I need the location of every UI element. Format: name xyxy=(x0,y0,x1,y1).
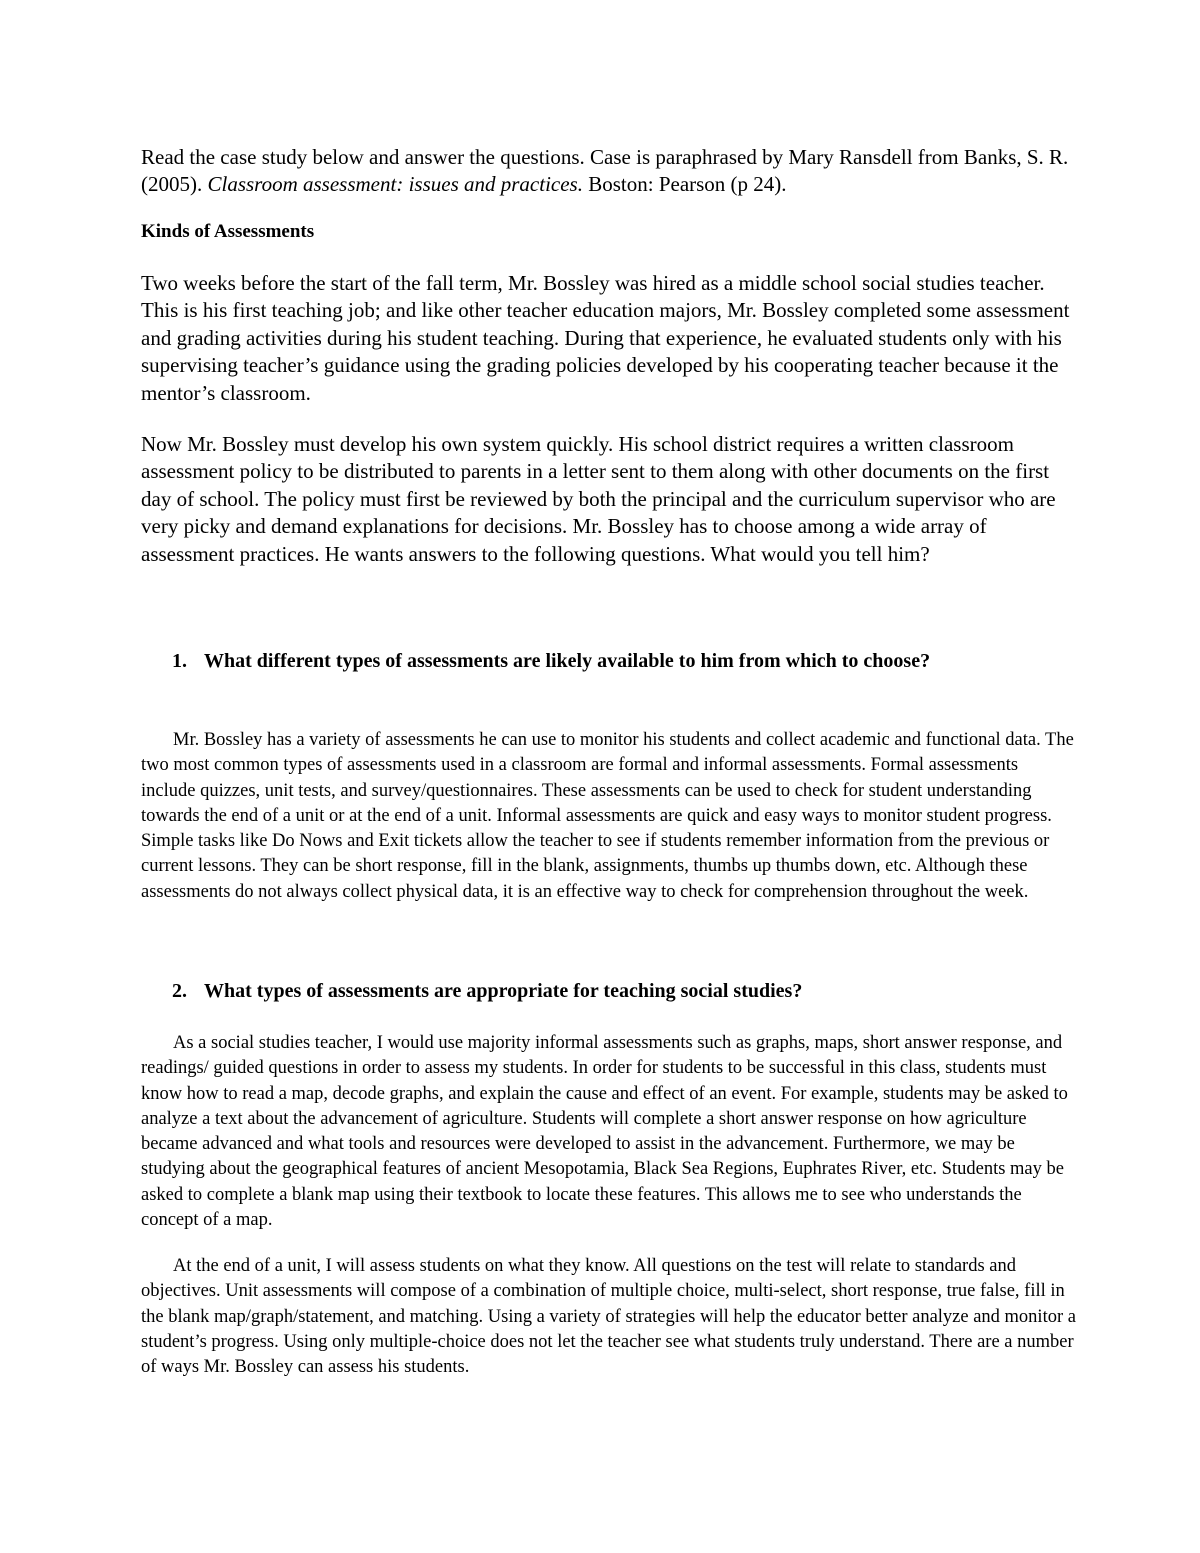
intro-paragraph xyxy=(141,144,1081,198)
book-title: Classroom assessment: issues and practices. xyxy=(207,172,583,196)
answer-2-paragraph-2: At the end of a unit, I will assess students on what they know. All questions on the test will relate to standards and objectives. Unit assessments will compose of a combination of multiple choice, multi-select, short response, true false, fill in the blank map/graph/statement, and matching. Using a variety of strategies will help the educator better analyze and monitor a student’s progress. Using only multiple-choice does not let the teacher see what students truly understand. There are a number of ways Mr. Bossley can assess his students. xyxy=(141,1256,1076,1378)
question-1 xyxy=(172,648,1022,675)
question-text: What types of assessments are appropriate for teaching social studies? xyxy=(204,980,803,1002)
section-heading: Kinds of Assessments xyxy=(141,221,315,242)
question-number: 2. xyxy=(172,980,187,1002)
question-number: 1. xyxy=(172,650,187,672)
case-paragraph-1: Two weeks before the start of the fall term, Mr. Bossley was hired as a middle school social studies teacher. This is his first teaching job; and like other teacher education majors, Mr. Bossley completed some assessment and grading activities during his student teaching. During that experience, he evaluated students only with his supervising teacher’s guidance using the grading policies developed by his cooperating teacher because it the mentor’s classroom. xyxy=(141,271,1070,405)
intro-text: Read the case study below and answer the questions. Case is paraphrased by Mary Ransdell from Banks, S. R. (2005). xyxy=(141,145,1069,196)
answer-2-paragraph-1: As a social studies teacher, I would use majority informal assessments such as graphs, maps, short answer response, and readings/ guided questions in order to assess my students. In order for students to be successful in this class, students must know how to read a map, decode graphs, and explain the cause and effect of an event. For example, students may be asked to analyze a text about the advancement of agriculture. Students will complete a short answer response on how agriculture became advanced and what tools and resources were developed to assist in the advancement. Furthermore, we may be studying about the geographical features of ancient Mesopotamia, Black Sea Regions, Euphrates River, etc. Students may be asked to complete a blank map using their textbook to locate these features. This allows me to see who understands the concept of a map. xyxy=(141,1033,1068,1231)
case-paragraph-2: Now Mr. Bossley must develop his own system quickly. His school district requires a written classroom assessment policy to be distributed to parents in a letter sent to them along with other documents on the first day of school. The policy must first be reviewed by both the principal and the curriculum supervisor who are very picky and demand explanations for decisions. Mr. Bossley has to choose among a wide array of assessment practices. He wants answers to the following questions. What would you tell him? xyxy=(141,432,1056,566)
question-text: What different types of assessments are likely available to him from which to choose? xyxy=(204,650,931,672)
answer-1-paragraph: Mr. Bossley has a variety of assessments he can use to monitor his students and collect academic and functional data. The two most common types of assessments used in a classroom are formal and informal assessments. Formal assessments include quizzes, unit tests, and survey/questionnaires. These assessments can be used to check for student understanding towards the end of a unit or at the end of a unit. Informal assessments are quick and easy ways to monitor student progress. Simple tasks like Do Nows and Exit tickets allow the teacher to see if students remember information from the previous or current lessons. They can be short response, fill in the blank, assignments, thumbs up thumbs down, etc. Although these assessments do not always collect physical data, it is an effective way to check for comprehension throughout the week. xyxy=(141,730,1074,902)
intro-citation: Boston: Pearson (p 24). xyxy=(582,172,787,196)
question-2 xyxy=(172,978,1022,1005)
